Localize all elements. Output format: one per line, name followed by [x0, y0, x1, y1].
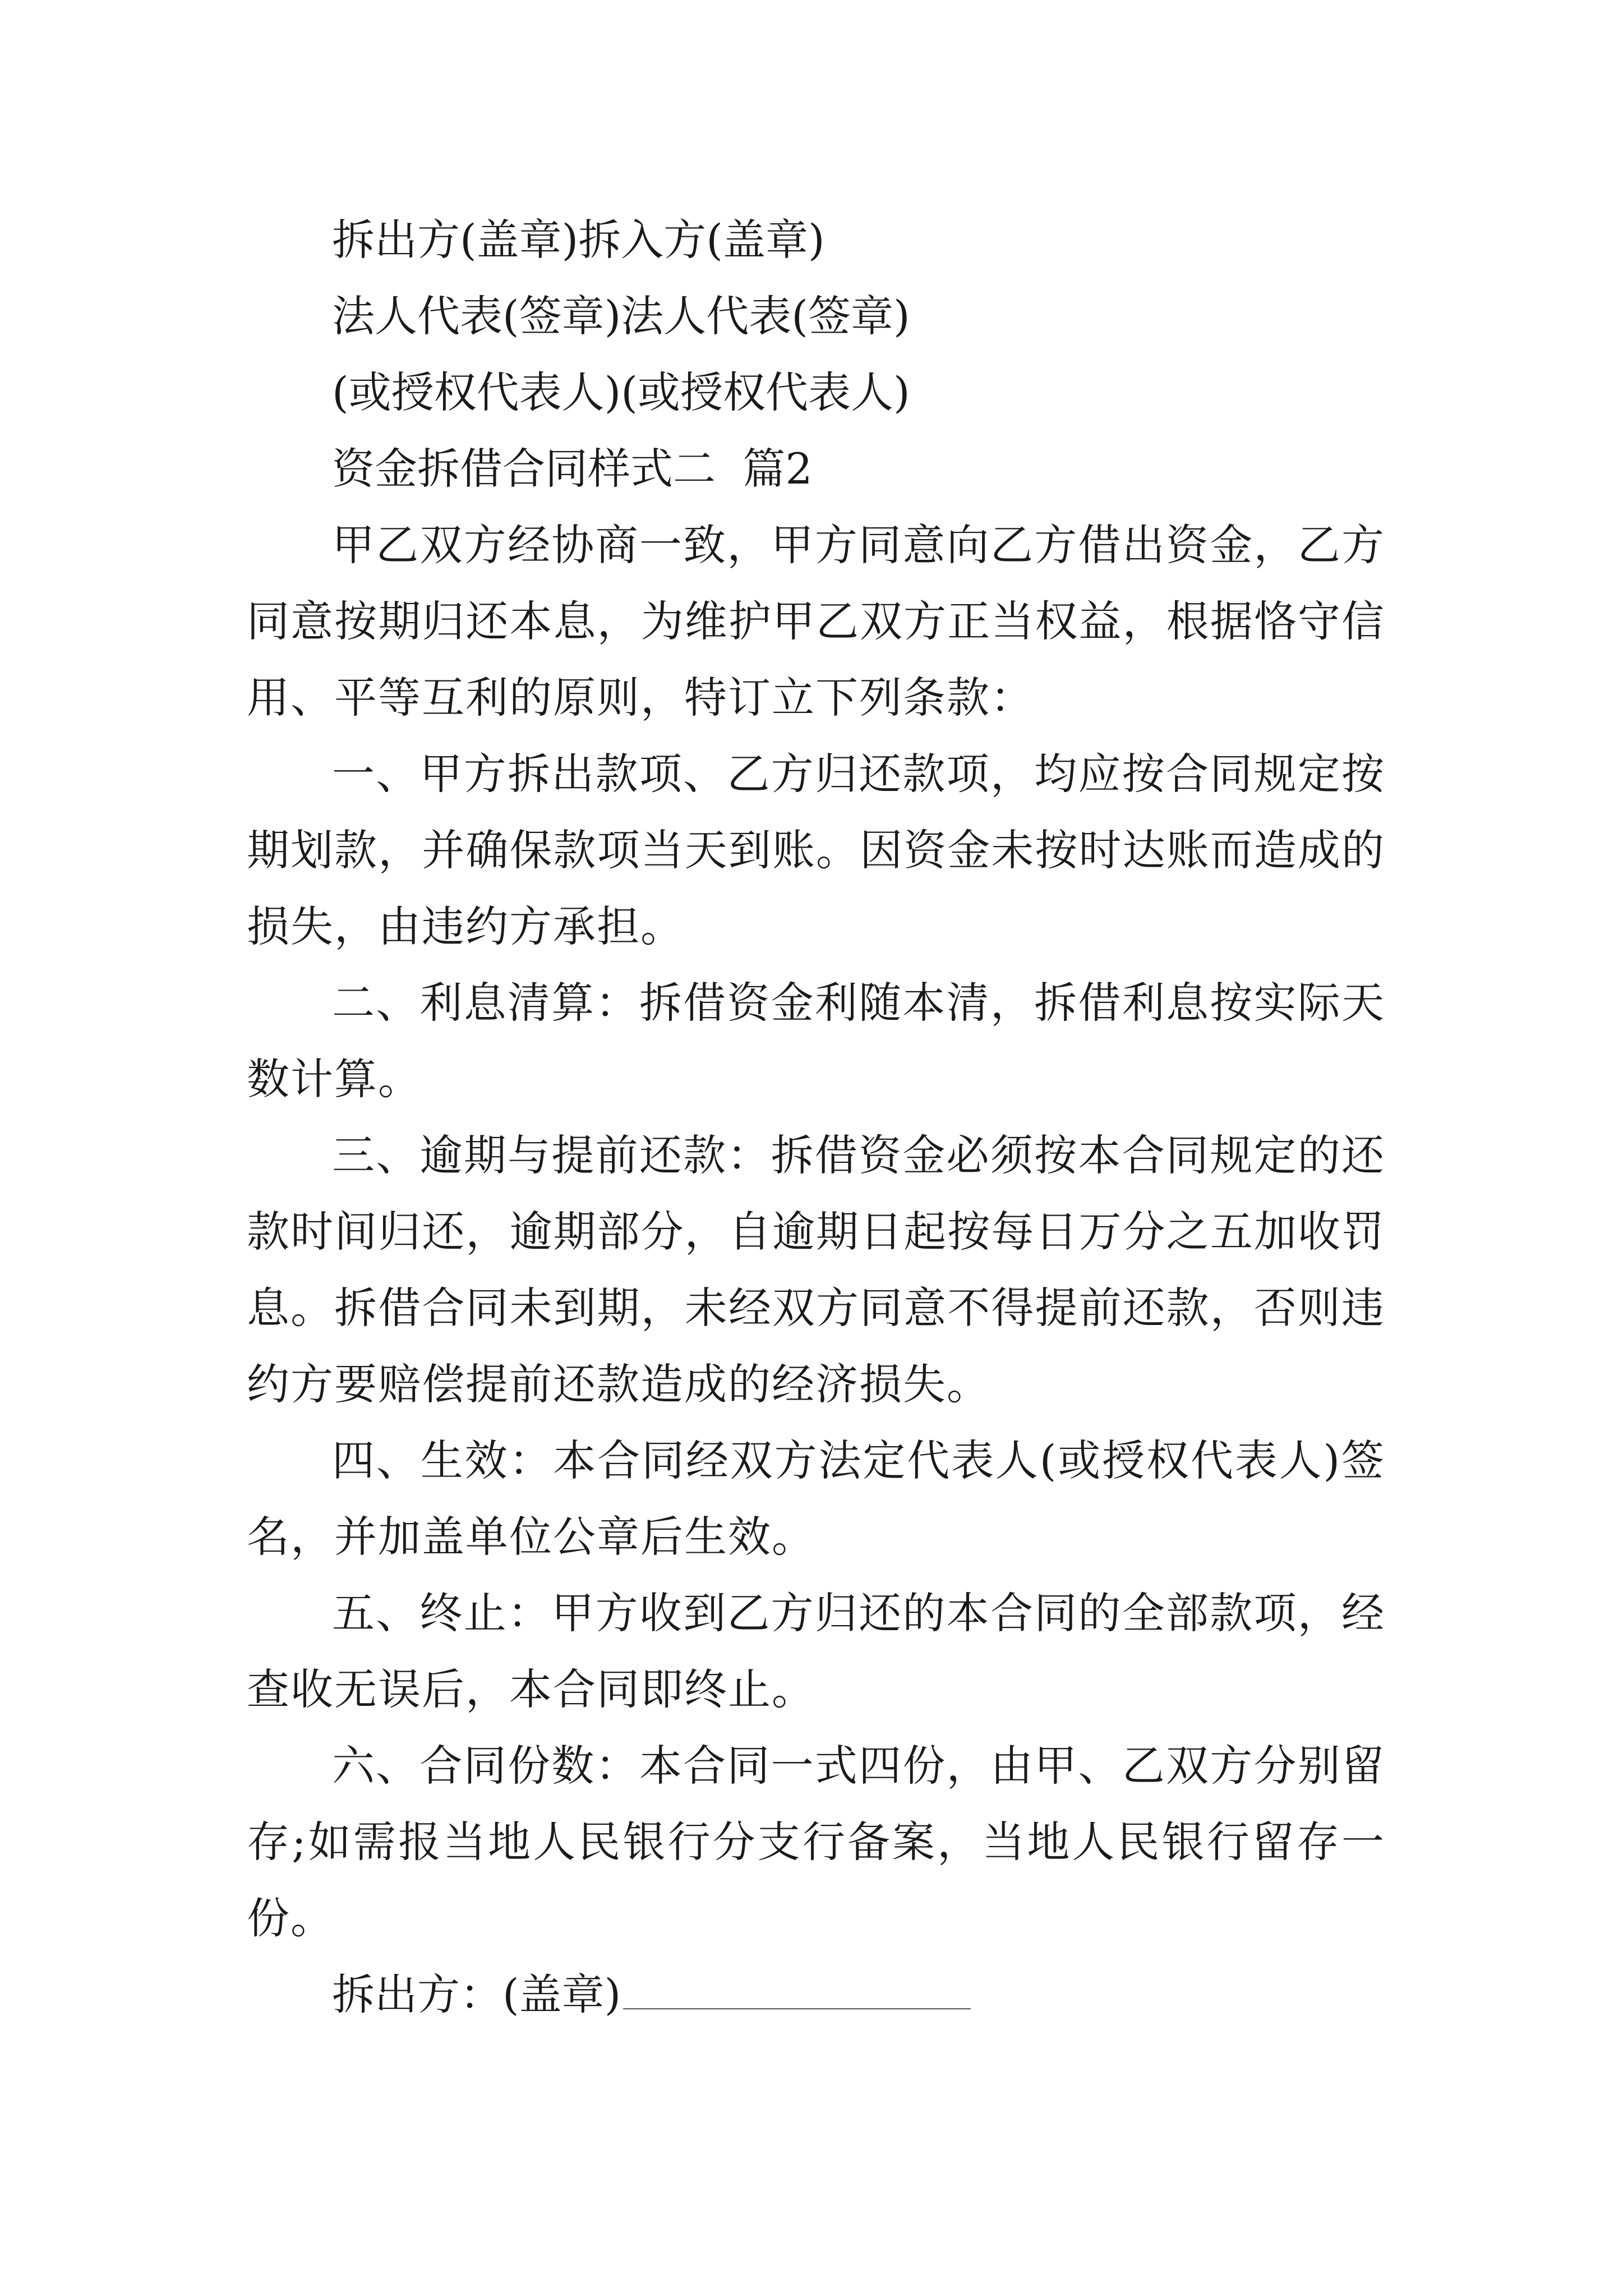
document-body: [247, 202, 1385, 2033]
paragraph-clause-3: 三、逾期与提前还款：拆借资金必须按本合同规定的还款时间归还，逾期部分，自逾期日起按每日万分之五加收罚息。拆借合同未到期，未经双方同意不得提前还款，否则违约方要赔偿提前还款造成的经济损失。: [247, 1130, 1385, 1409]
signature-blank: [623, 1975, 971, 2009]
signature-line-3: (或授权代表人)(或授权代表人): [332, 367, 910, 417]
paragraph-clause-1: 一、甲方拆出款项、乙方归还款项，均应按合同规定按期划款，并确保款项当天到账。因资金未按时达账而造成的损失，由违约方承担。: [247, 749, 1385, 951]
signature-line-1: 拆出方(盖章)拆入方(盖章): [332, 215, 825, 265]
paragraph-clause-4: 四、生效：本合同经双方法定代表人(或授权代表人)签名，并加盖单位公章后生效。: [247, 1435, 1385, 1562]
section-title: 资金拆借合同样式二 篇2: [332, 444, 813, 494]
footer-sign-line: [247, 1957, 1385, 2033]
signature-line-2: 法人代表(签章)法人代表(签章): [332, 291, 910, 341]
paragraph-intro: 甲乙双方经协商一致，甲方同意向乙方借出资金，乙方同意按期归还本息，为维护甲乙双方正当权益，根据恪守信用、平等互利的原则，特订立下列条款：: [247, 520, 1385, 723]
footer-sign-label: 拆出方：(盖章): [332, 1970, 621, 2019]
paragraph-clause-6: 六、合同份数：本合同一式四份，由甲、乙双方分别留存;如需报当地人民银行分支行备案，当地人民银行留存一份。: [247, 1741, 1385, 1943]
paragraph-clause-2: 二、利息清算：拆借资金利随本清，拆借利息按实际天数计算。: [247, 978, 1385, 1104]
paragraph-clause-5: 五、终止：甲方收到乙方归还的本合同的全部款项，经查收无误后，本合同即终止。: [247, 1588, 1385, 1714]
